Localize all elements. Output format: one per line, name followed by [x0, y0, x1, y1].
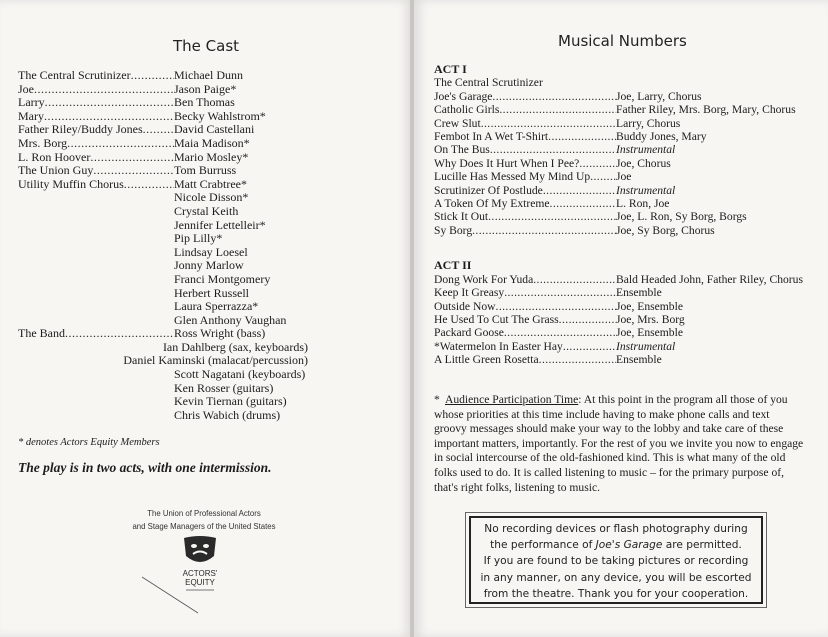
cast-row	[18, 205, 308, 219]
cast-actor: Pip Lilly*	[174, 231, 223, 246]
musical-numbers-list	[434, 63, 819, 367]
leader-dots	[550, 197, 616, 210]
cast-role	[18, 191, 174, 205]
cast-row	[18, 110, 308, 124]
song-title-cell	[434, 117, 616, 130]
song-row	[434, 326, 819, 339]
act-1-songs	[434, 90, 819, 237]
song-title: Catholic Girls	[434, 103, 500, 117]
song-performers: Joe, Mrs. Borg	[616, 312, 685, 326]
cast-actor: Matt Crabtree*	[174, 176, 247, 191]
song-row	[434, 130, 819, 143]
logo-text-2: EQUITY	[185, 578, 215, 587]
song-row	[434, 170, 819, 183]
cast-row	[18, 232, 308, 246]
song-title-cell	[434, 300, 616, 313]
audience-star: *	[434, 393, 440, 406]
cast-actor: Ken Rosser (guitars)	[174, 380, 274, 395]
song-row	[434, 286, 819, 299]
song-title-cell	[434, 224, 616, 237]
leader-dots	[65, 327, 174, 341]
song-row	[434, 197, 819, 210]
cast-role	[18, 273, 174, 287]
leader-dots	[492, 90, 616, 103]
song-performers: Ensemble	[616, 353, 662, 367]
cast-row	[18, 368, 308, 382]
leader-dots	[563, 340, 616, 353]
cast-role	[18, 69, 174, 83]
song-title-cell	[434, 313, 616, 326]
cast-actor: Nicole Disson*	[174, 190, 249, 205]
song-title: Stick It Out	[434, 210, 489, 224]
cast-row	[18, 151, 308, 165]
recording-notice-box	[469, 516, 763, 604]
song-performers: Instrumental	[616, 143, 676, 157]
leader-dots	[539, 353, 616, 366]
song-title-cell	[434, 197, 616, 210]
song-title: Outside Now	[434, 299, 496, 313]
acts-note: The play is in two acts, with one intermission.	[18, 460, 272, 475]
cast-actor: Ben Thomas	[174, 95, 235, 110]
song-performers: Joe, Ensemble	[616, 326, 683, 340]
song-title: Packard Goose	[434, 326, 504, 340]
song-title: On The Bus	[434, 143, 490, 157]
cast-actor: Herbert Russell	[174, 285, 249, 300]
cast-row	[18, 354, 308, 368]
cast-role	[18, 314, 174, 328]
song-performers: Joe, Larry, Chorus	[616, 89, 702, 103]
cast-actor: Scott Nagatani (keyboards)	[174, 367, 306, 382]
cast-role	[18, 110, 174, 124]
cast-role	[18, 205, 174, 219]
song-title: Keep It Greasy	[434, 286, 505, 300]
cast-row	[18, 273, 308, 287]
song-performers: Instrumental	[616, 339, 676, 353]
notice-line-4: in any manner, on any device, you will be escorted	[480, 571, 752, 584]
notice-show-title: Joe's Garage	[595, 539, 663, 552]
cast-role-label: Larry	[18, 96, 45, 110]
cast-actor: Daniel Kaminski (malacat/percussion)	[123, 353, 308, 368]
song-performers: Father Riley, Mrs. Borg, Mary, Chorus	[616, 103, 796, 117]
leader-dots	[590, 170, 616, 183]
song-performers: Larry, Chorus	[616, 116, 681, 130]
cast-role-label: The Central Scrutinizer	[18, 69, 131, 82]
cast-role	[18, 395, 174, 409]
song-performers: Instrumental	[616, 183, 676, 197]
leader-dots	[93, 164, 174, 178]
cast-row	[18, 137, 308, 151]
leader-dots	[533, 273, 616, 286]
cast-role	[18, 259, 174, 273]
cast-row	[18, 164, 308, 178]
song-title: A Token Of My Extreme	[434, 197, 550, 211]
leader-dots	[490, 143, 616, 156]
song-row	[434, 210, 819, 223]
song-row	[434, 273, 819, 286]
cast-actor: Crystal Keith	[174, 203, 239, 218]
leader-dots	[504, 326, 616, 339]
cast-role	[18, 382, 174, 396]
union-line-2: and Stage Managers of the United States	[132, 522, 276, 531]
cast-row	[18, 191, 308, 205]
leader-dots	[34, 83, 174, 97]
cast-actor: Lindsay Loesel	[174, 244, 248, 259]
cast-row	[18, 178, 308, 192]
song-title: Joe's Garage	[434, 89, 493, 103]
cast-row	[18, 327, 308, 341]
cast-role	[18, 300, 174, 314]
leader-dots	[45, 96, 174, 110]
cast-actor: Ian Dahlberg (sax, keyboards)	[162, 339, 308, 354]
cast-row	[18, 341, 308, 355]
cast-row	[18, 219, 308, 233]
audience-participation-note	[434, 393, 804, 495]
leader-dots	[488, 210, 616, 223]
cast-role	[18, 83, 174, 97]
cast-heading: The Cast	[173, 37, 240, 55]
cast-actor: Franci Montgomery	[174, 271, 271, 286]
song-performers: Buddy Jones, Mary	[616, 130, 707, 144]
notice-line-5: from the theatre. Thank you for your cooperation.	[483, 587, 749, 600]
cast-actor: Kevin Tiernan (guitars)	[174, 394, 287, 409]
cast-role-label: L. Ron Hoover	[18, 150, 91, 164]
cast-actor: Tom Burruss	[174, 163, 237, 178]
logo-text-1: ACTORS'	[182, 569, 218, 578]
song-title-cell	[434, 170, 616, 183]
equity-note: * denotes Actors Equity Members	[18, 437, 160, 448]
notice-line-2	[471, 537, 761, 553]
leader-dots	[543, 184, 616, 197]
song-title-cell	[434, 143, 616, 156]
song-performers: Joe, Sy Borg, Chorus	[616, 223, 715, 237]
act-2-title: ACT II	[434, 258, 472, 273]
song-title-cell	[434, 273, 616, 286]
cast-role	[18, 246, 174, 260]
left-page	[0, 0, 412, 637]
song-row	[434, 90, 819, 103]
song-title: Why Does It Hurt When I Pee?	[434, 156, 580, 170]
cast-row	[18, 314, 308, 328]
song-title: Dong Work For Yuda	[434, 272, 534, 286]
song-title-cell	[434, 184, 616, 197]
song-title-cell	[434, 286, 616, 299]
cast-actor: Mario Mosley*	[174, 149, 249, 164]
leader-dots	[124, 178, 174, 192]
audience-label: Audience Participation Time	[444, 393, 579, 406]
cast-actor: Becky Wahlstrom*	[174, 108, 266, 123]
song-title: Fembot In A Wet T-Shirt	[434, 130, 549, 144]
song-title: Sy Borg	[434, 223, 473, 237]
act-2-songs	[434, 273, 819, 367]
notice-line-3: If you are found to be taking pictures or recording	[483, 555, 749, 568]
cast-role	[18, 123, 174, 137]
song-title-cell	[434, 340, 616, 353]
cast-role-label: Father Riley/Buddy Jones	[18, 123, 143, 137]
cast-role	[18, 341, 163, 355]
union-caption	[104, 507, 304, 533]
song-performers: Joe, Ensemble	[616, 299, 683, 313]
cast-row	[18, 123, 308, 137]
cast-row	[18, 395, 308, 409]
notice-line-1: No recording devices or flash photography during	[484, 523, 748, 535]
cast-row	[18, 246, 308, 260]
cast-role	[18, 327, 174, 341]
cast-role-label: Mary	[18, 109, 44, 123]
song-title-cell	[434, 210, 616, 223]
cast-row	[18, 83, 308, 97]
cast-role	[18, 178, 174, 192]
cast-row	[18, 382, 308, 396]
song-title: Crew Slut	[434, 116, 481, 130]
song-row	[434, 224, 819, 237]
song-performers: Joe	[616, 170, 632, 184]
cast-actor: Maia Madison*	[174, 135, 250, 150]
song-performers: Ensemble	[616, 286, 662, 300]
leader-dots	[548, 130, 616, 143]
cast-role	[18, 287, 174, 301]
song-row	[434, 117, 819, 130]
song-title: Lucille Has Messed My Mind Up	[434, 170, 591, 184]
leader-dots	[579, 157, 616, 170]
cast-role-label: Utility Muffin Chorus	[18, 177, 124, 191]
leader-dots	[90, 151, 174, 165]
song-title: *Watermelon In Easter Hay	[434, 339, 563, 353]
act-1-intro: The Central Scrutinizer	[434, 76, 543, 90]
song-performers: Bald Headed John, Father Riley, Chorus	[616, 272, 803, 286]
song-title: He Used To Cut The Grass	[434, 312, 559, 326]
cast-row	[18, 409, 308, 423]
cast-role	[18, 96, 174, 110]
song-title-cell	[434, 157, 616, 170]
cast-role	[18, 164, 174, 178]
cast-actor: Michael Dunn	[174, 68, 243, 82]
notice-line-2c: are permitted.	[662, 539, 742, 552]
leader-dots	[131, 69, 174, 83]
song-title-cell	[434, 130, 616, 143]
leader-dots	[496, 300, 616, 313]
leader-dots	[472, 224, 616, 237]
cast-role	[18, 137, 174, 151]
cast-role	[18, 354, 123, 368]
song-row	[434, 184, 819, 197]
cast-actor: Jennifer Lettelleir*	[174, 217, 266, 232]
cast-actor: Glen Anthony Vaughan	[174, 312, 287, 327]
cast-row	[18, 287, 308, 301]
leader-dots	[143, 123, 174, 137]
song-title-cell	[434, 103, 616, 116]
song-row	[434, 103, 819, 116]
song-title-cell	[434, 326, 616, 339]
cast-role	[18, 219, 174, 233]
song-row	[434, 300, 819, 313]
cast-role-label: The Union Guy	[18, 164, 94, 178]
cast-role-label: Mrs. Borg	[18, 136, 68, 150]
cast-row	[18, 300, 308, 314]
cast-list	[18, 69, 308, 422]
audience-text: : At this point in the program all those of you whose priorities at this time include having to make phone calls and text groovy messages should make your way to the lobby and take care of these important matters, importantly. For the rest of you we invite you now to engage in social intercourse of the old-fashioned kind. This is what many of the old folks used to do. It is called listening to music – for the primary purpose of, that's right folks, listening to music.	[434, 393, 804, 494]
cast-role	[18, 409, 174, 423]
song-performers: Joe, Chorus	[616, 156, 671, 170]
cast-role	[18, 368, 174, 382]
cast-actor: David Castellani	[174, 122, 255, 137]
cast-actor: Jason Paige*	[174, 81, 237, 96]
cast-role	[18, 151, 174, 165]
song-title: Scrutinizer Of Postlude	[434, 183, 543, 197]
leader-dots	[481, 117, 616, 130]
song-title: A Little Green Rosetta	[434, 353, 539, 367]
song-performers: Joe, L. Ron, Sy Borg, Borgs	[616, 210, 747, 224]
notice-line-2a: the performance of	[490, 539, 596, 552]
cast-role-label: Joe	[18, 82, 34, 96]
cast-actor: Chris Wabich (drums)	[174, 407, 281, 422]
leader-dots	[559, 313, 616, 326]
cast-row	[18, 96, 308, 110]
act-1-title: ACT I	[434, 62, 467, 76]
song-row	[434, 313, 819, 326]
song-title-cell	[434, 90, 616, 103]
song-row	[434, 340, 819, 353]
cast-row	[18, 69, 308, 83]
musical-numbers-heading: Musical Numbers	[558, 32, 687, 50]
leader-dots	[67, 137, 174, 151]
pen-mark	[140, 575, 200, 615]
cast-actor: Jonny Marlow	[174, 258, 244, 273]
song-row	[434, 353, 819, 366]
song-performers: L. Ron, Joe	[616, 197, 670, 211]
song-title-cell	[434, 353, 616, 366]
cast-row	[18, 259, 308, 273]
cast-role-label: The Band	[18, 327, 65, 341]
cast-role	[18, 232, 174, 246]
leader-dots	[44, 110, 174, 124]
cast-actor: Ross Wright (bass)	[174, 326, 266, 341]
union-line-1: The Union of Professional Actors	[147, 509, 261, 518]
song-row	[434, 157, 819, 170]
cast-actor: Laura Sperrazza*	[174, 299, 259, 314]
leader-dots	[504, 286, 616, 299]
leader-dots	[499, 103, 616, 116]
song-row	[434, 143, 819, 156]
